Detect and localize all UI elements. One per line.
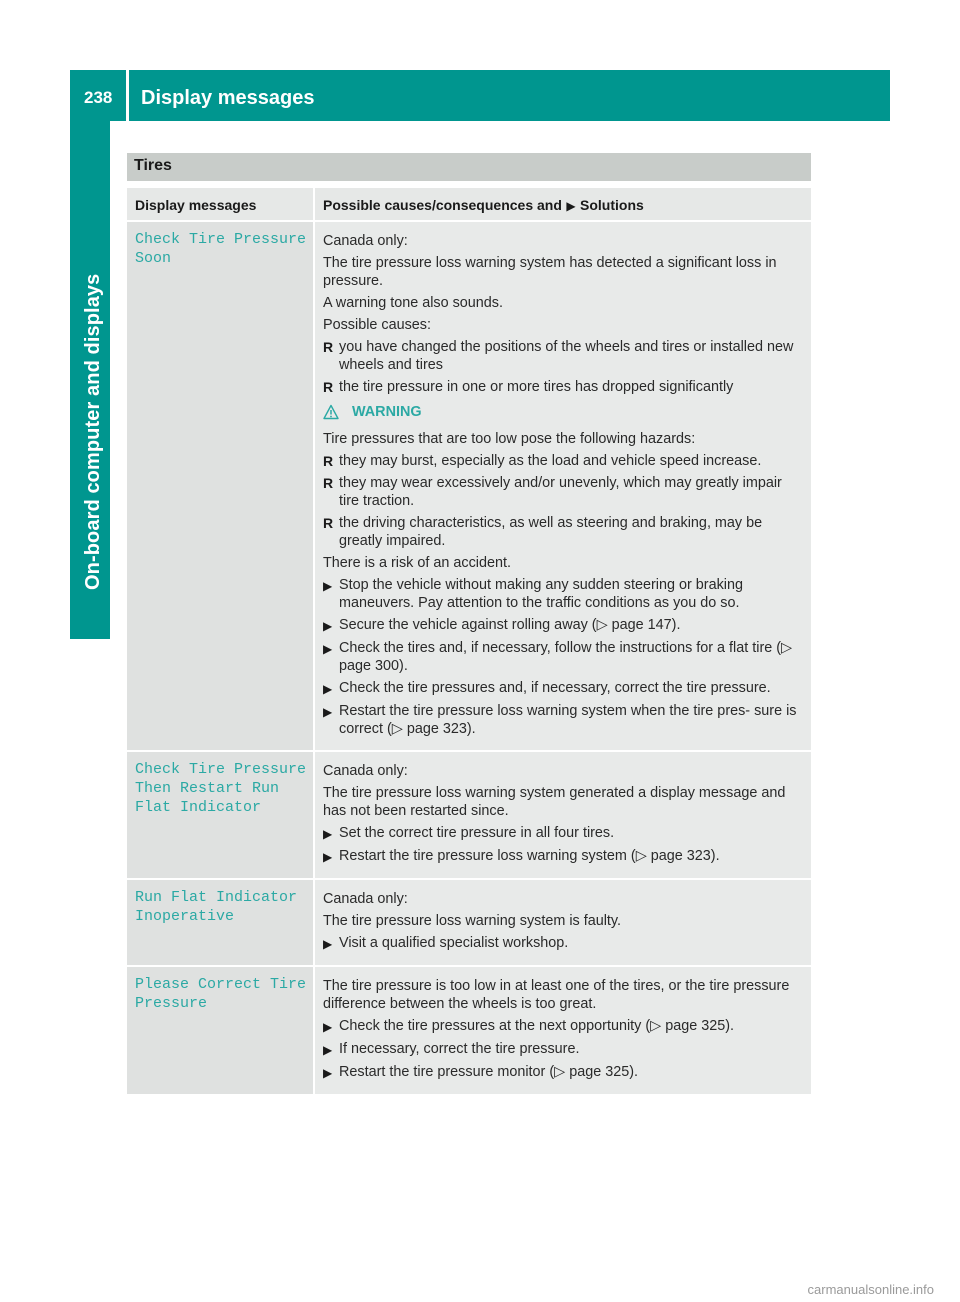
- side-tab-label: On-board computer and displays: [82, 273, 104, 590]
- paragraph: A warning tone also sounds.: [323, 295, 504, 311]
- paragraph: Possible causes:: [323, 317, 431, 333]
- warning-label: WARNING: [352, 404, 422, 420]
- message-cell: [127, 880, 313, 965]
- bullet-icon: R: [323, 379, 334, 395]
- table-row: [127, 880, 811, 965]
- play-arrow-icon: ▶: [323, 642, 333, 656]
- bullet-icon: R: [323, 475, 334, 491]
- messages-table: [127, 188, 811, 1096]
- paragraph: The tire pressure loss warning system has detected a significant loss in pressure.: [323, 255, 777, 289]
- step-item: [323, 824, 803, 843]
- bullet-text: the driving characteristics, as well as steering and braking, may be greatly impaired.: [339, 515, 763, 549]
- paragraph: The tire pressure loss warning system is faulty.: [323, 913, 622, 929]
- page-title: Display messages: [141, 87, 315, 109]
- step-text: Restart the tire pressure monitor (▷ page 325).: [339, 1064, 639, 1080]
- paragraph: Canada only:: [323, 891, 408, 907]
- column-header-solutions-suffix: Solutions: [580, 197, 644, 213]
- table-row: [127, 222, 811, 750]
- table-row: [127, 752, 811, 878]
- warning-triangle-icon: [323, 404, 339, 420]
- warning-heading: [323, 404, 803, 420]
- bullet-text: they may burst, especially as the load and vehicle speed increase.: [339, 453, 762, 469]
- display-message: Run Flat Indicator Inoperative: [135, 889, 298, 925]
- paragraph: Canada only:: [323, 233, 408, 249]
- message-cell: [127, 222, 313, 750]
- bullet-text: they may wear excessively and/or unevenly, which may greatly impair tire traction.: [339, 475, 782, 509]
- bullet-icon: R: [323, 453, 334, 469]
- bullet-text: the tire pressure in one or more tires has dropped significantly: [339, 379, 734, 395]
- step-item: [323, 1040, 803, 1059]
- play-arrow-icon: ▶: [323, 1020, 333, 1034]
- step-text: If necessary, correct the tire pressure.: [339, 1041, 580, 1057]
- step-item: [323, 934, 803, 953]
- header-cell-solutions: [315, 188, 811, 220]
- step-item: [323, 702, 803, 738]
- paragraph: Tire pressures that are too low pose the following hazards:: [323, 431, 696, 447]
- play-arrow-icon: ▶: [323, 937, 333, 951]
- bullet-icon: R: [323, 339, 334, 355]
- solution-cell: [315, 880, 811, 965]
- step-item: [323, 847, 803, 866]
- paragraph: The tire pressure loss warning system generated a display message and has not been restarted since.: [323, 785, 786, 819]
- display-message: Check Tire Pressure Then Restart Run Flat Indicator: [135, 761, 307, 816]
- step-text: Visit a qualified specialist workshop.: [339, 935, 569, 951]
- play-arrow-icon: ▶: [323, 850, 333, 864]
- page-number: 238: [84, 88, 113, 107]
- play-arrow-icon: ▶: [323, 1043, 333, 1057]
- play-arrow-icon: ▶: [323, 619, 333, 633]
- step-text: Restart the tire pressure loss warning system (▷ page 323).: [339, 848, 720, 864]
- solution-cell: [315, 222, 811, 750]
- solution-cell: [315, 752, 811, 878]
- play-arrow-icon: ▶: [323, 1066, 333, 1080]
- section-title: Tires: [134, 157, 172, 174]
- step-item: [323, 1063, 803, 1082]
- header-cell-messages: [127, 188, 313, 220]
- column-header-messages: Display messages: [135, 197, 257, 213]
- display-message: Check Tire Pressure Soon: [135, 231, 307, 267]
- step-item: [323, 679, 803, 698]
- bullet-item: [323, 378, 803, 396]
- header-divider: [126, 70, 129, 121]
- table-header-row: [127, 188, 811, 220]
- step-text: Check the tire pressures at the next opportunity (▷ page 325).: [339, 1018, 735, 1034]
- step-item: [323, 576, 803, 612]
- display-message: Please Correct Tire Pressure: [135, 976, 307, 1012]
- play-arrow-icon: ▶: [323, 682, 333, 696]
- play-arrow-icon: ▶: [323, 705, 333, 719]
- watermark: carmanualsonline.info: [807, 1282, 934, 1297]
- table-row: [127, 967, 811, 1094]
- message-cell: [127, 752, 313, 878]
- step-text: Restart the tire pressure loss warning system when the tire pres- sure is correct (▷ page 323).: [339, 703, 797, 737]
- step-text: Set the correct tire pressure in all four tires.: [339, 825, 615, 841]
- step-item: [323, 1017, 803, 1036]
- play-arrow-icon: ▶: [323, 827, 333, 841]
- step-text: Check the tire pressures and, if necessary, correct the tire pressure.: [339, 680, 771, 696]
- bullet-icon: R: [323, 515, 334, 531]
- paragraph: There is a risk of an accident.: [323, 555, 511, 571]
- bullet-item: [323, 514, 803, 550]
- column-header-solutions: Possible causes/consequences and: [323, 197, 562, 213]
- step-text: Stop the vehicle without making any sudden steering or braking maneuvers. Pay attention to the traffic conditions as you do so.: [339, 577, 743, 611]
- play-arrow-icon: ▶: [323, 579, 333, 593]
- paragraph: The tire pressure is too low in at least one of the tires, or the tire pressure difference between the wheels is too great.: [323, 978, 790, 1012]
- bullet-item: [323, 338, 803, 374]
- message-cell: [127, 967, 313, 1094]
- step-item: [323, 616, 803, 635]
- step-text: Secure the vehicle against rolling away (▷ page 147).: [339, 617, 681, 633]
- section-bar: [127, 153, 811, 181]
- step-text: Check the tires and, if necessary, follow the instructions for a flat tire (▷ page 300).: [339, 640, 793, 674]
- bullet-item: [323, 474, 803, 510]
- bullet-text: you have changed the positions of the wheels and tires or installed new wheels and tires: [339, 339, 794, 373]
- play-arrow-icon: ▶: [566, 199, 576, 213]
- paragraph: Canada only:: [323, 763, 408, 779]
- solution-cell: [315, 967, 811, 1094]
- step-item: [323, 639, 803, 675]
- bullet-item: [323, 452, 803, 470]
